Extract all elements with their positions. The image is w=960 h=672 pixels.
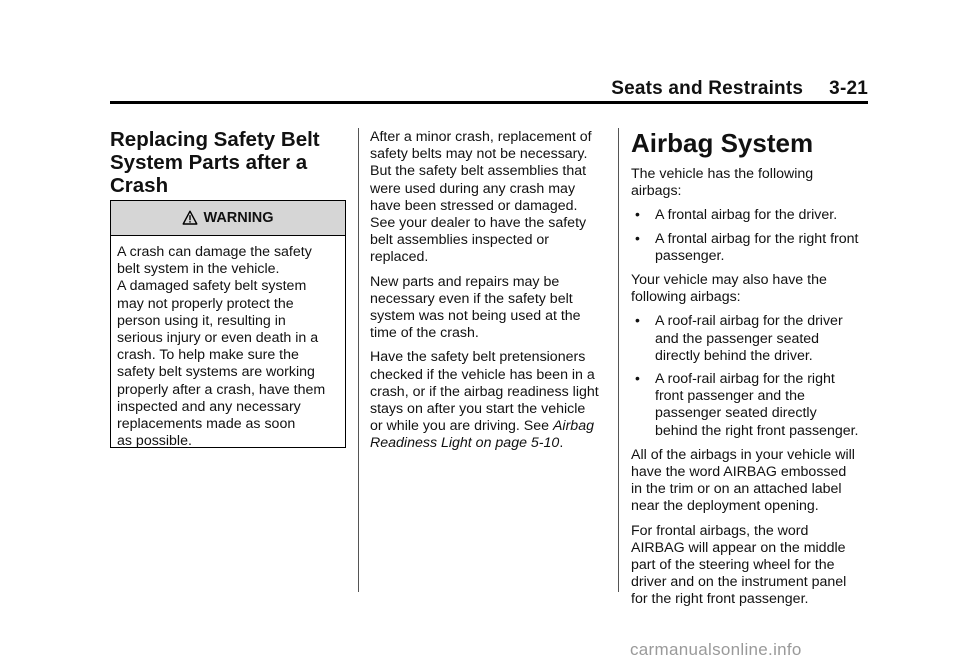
text-line xyxy=(370,418,612,435)
warning-line: A crash can damage the safety xyxy=(117,244,312,260)
text-line: • A roof-rail airbag for the right xyxy=(655,371,835,388)
warning-line: serious injury or even death in a xyxy=(117,330,319,347)
text-line: have the word AIRBAG embossed xyxy=(631,464,847,481)
text-line: After a minor crash, replacement of xyxy=(370,129,592,145)
warning-line: may not properly protect the xyxy=(117,295,294,312)
text-line: in the trim or on an attached label xyxy=(631,481,842,498)
list-item xyxy=(631,371,871,440)
column-divider-1 xyxy=(358,128,359,592)
section-title: Seats and Restraints xyxy=(611,78,804,99)
list-item xyxy=(631,313,871,365)
page-number: 3-21 xyxy=(829,78,868,99)
warning-box xyxy=(110,200,346,448)
text-fragment: or while you are driving. See xyxy=(370,418,553,435)
warning-label: WARNING xyxy=(203,210,274,226)
list-item xyxy=(631,207,871,224)
text-line: were used during any crash may xyxy=(370,180,576,197)
paragraph-frontal xyxy=(631,523,871,609)
heading-line: Replacing Safety Belt xyxy=(110,128,320,151)
heading-line: Crash xyxy=(110,174,169,197)
warning-text xyxy=(111,236,345,450)
column-3 xyxy=(631,128,871,616)
text-line: • A frontal airbag for the right front xyxy=(655,230,859,247)
text-line: safety belts may not be necessary. xyxy=(370,146,588,163)
text-line: near the deployment opening. xyxy=(631,498,819,515)
header-rule xyxy=(110,101,868,104)
warning-line: properly after a crash, have them xyxy=(117,381,326,398)
text-line: front passenger and the xyxy=(655,388,805,405)
paragraph-all-airbags xyxy=(631,447,871,516)
text-line: The vehicle has the following xyxy=(631,166,814,182)
text-line xyxy=(370,435,612,452)
paragraph-minor-crash xyxy=(370,129,612,267)
text-line: directly behind the driver. xyxy=(655,347,813,364)
text-line: for the right front passenger. xyxy=(631,591,809,608)
text-line: New parts and repairs may be xyxy=(370,273,560,290)
airbag-list-roof-rail xyxy=(631,313,871,439)
text-line: following airbags: xyxy=(631,289,741,306)
cross-reference-link[interactable]: Readiness Light on page 5-10 xyxy=(370,435,560,452)
text-line: checked if the vehicle has been in a xyxy=(370,366,595,383)
text-line: airbags: xyxy=(631,183,682,200)
warning-line: belt system in the vehicle. xyxy=(117,261,280,278)
text-line: But the safety belt assemblies that xyxy=(370,163,587,180)
text-line: All of the airbags in your vehicle will xyxy=(631,446,855,463)
column-divider-2 xyxy=(618,128,619,592)
warning-line: crash. To help make sure the xyxy=(117,347,299,364)
warning-line: safety belt systems are working xyxy=(117,364,315,381)
paragraph-intro xyxy=(631,166,871,200)
cross-reference-link[interactable]: Airbag xyxy=(552,418,594,435)
text-line: • A roof-rail airbag for the driver xyxy=(655,313,843,330)
text-line: stays on after you start the vehicle xyxy=(370,401,586,418)
text-line: passenger. xyxy=(655,247,725,264)
paragraph-pretensioners xyxy=(370,349,612,452)
warning-icon xyxy=(182,210,198,226)
airbag-list-standard xyxy=(631,207,871,265)
text-line: system was not being used at the xyxy=(370,308,581,325)
column-2 xyxy=(370,129,612,460)
warning-header xyxy=(111,201,345,236)
section-heading-replacing xyxy=(110,128,346,197)
text-line: • A frontal airbag for the driver. xyxy=(655,207,838,224)
warning-line: A damaged safety belt system xyxy=(117,278,307,295)
text-line: passenger seated directly xyxy=(655,405,817,422)
text-line: See your dealer to have the safety xyxy=(370,215,587,232)
warning-line: inspected and any necessary xyxy=(117,398,301,415)
list-item xyxy=(631,231,871,265)
paragraph-new-parts xyxy=(370,274,612,343)
text-line: Your vehicle may also have the xyxy=(631,272,827,289)
text-line: For frontal airbags, the word xyxy=(631,522,809,539)
warning-line: replacements made as soon xyxy=(117,416,296,433)
text-line: replaced. xyxy=(370,249,429,266)
text-line: necessary even if the safety belt xyxy=(370,290,573,307)
text-line: have been stressed or damaged. xyxy=(370,197,578,214)
column-1 xyxy=(110,128,346,197)
text-line: part of the steering wheel for the xyxy=(631,557,835,574)
text-line: AIRBAG will appear on the middle xyxy=(631,539,846,556)
text-line: belt assemblies inspected or xyxy=(370,232,550,249)
warning-line: as possible. xyxy=(117,433,192,450)
page-header xyxy=(110,78,868,100)
text-line: and the passenger seated xyxy=(655,330,820,347)
text-line: behind the right front passenger. xyxy=(655,422,859,439)
section-heading-airbag: Airbag System xyxy=(631,128,814,158)
text-line: driver and on the instrument panel xyxy=(631,574,847,591)
text-line: Have the safety belt pretensioners xyxy=(370,349,586,366)
warning-line: person using it, resulting in xyxy=(117,312,286,329)
text-line: crash, or if the airbag readiness light xyxy=(370,383,599,400)
heading-line: System Parts after a xyxy=(110,151,308,174)
watermark: carmanualsonline.info xyxy=(630,640,802,659)
text-fragment: . xyxy=(559,435,564,452)
paragraph-also-have xyxy=(631,272,871,306)
text-line: time of the crash. xyxy=(370,325,479,342)
